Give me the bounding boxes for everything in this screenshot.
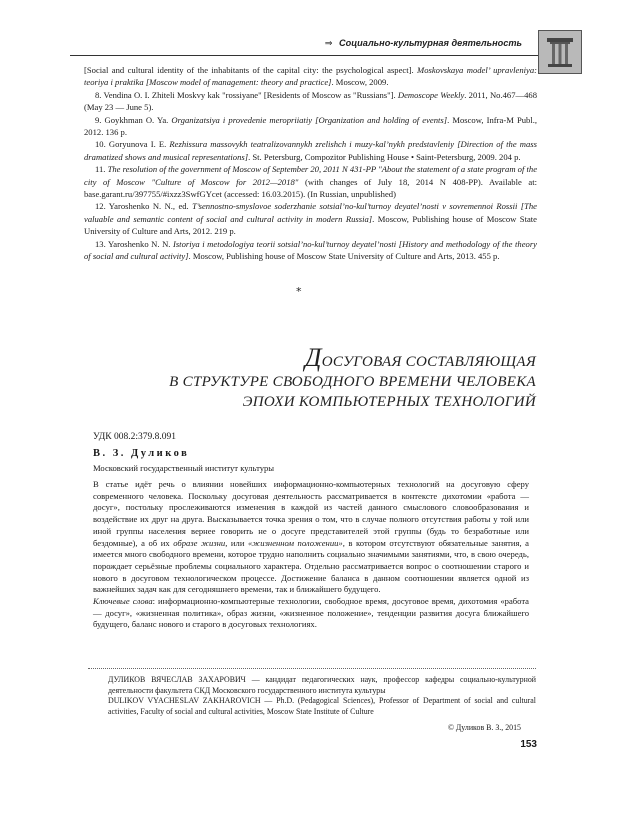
abstract-text xyxy=(93,479,529,596)
reference-item xyxy=(84,64,537,89)
reference-text-segment: Organizatsiya i provedenie meropriiatiy [Organization and holding of events] xyxy=(171,114,448,125)
abstract-text-segment: , в котором отсутствуют обязательные занятия, а имеется много свободного времени, которое трудно наполнить социально значимыми занятиями, что, в свою очередь, порождает серьёзные проблемы социального характера. Отдельно рассматривается вопрос о соотношении старого и нового в досуговом технологическом процессе. Достижение баланса в данном соотношении является одной из важнейших задач как для сегодняшнего времени, так и ближайшего будущего. xyxy=(93,537,530,595)
abstract-text-segment: , или xyxy=(225,537,248,548)
column-icon xyxy=(539,31,581,73)
reference-text-segment: 9. Goykhman O. Ya. xyxy=(95,114,172,125)
reference-text-segment: 11. xyxy=(95,164,108,175)
section-separator: * xyxy=(296,285,302,298)
reference-item xyxy=(84,114,537,139)
reference-text-segment: . Moscow, Publishing house of Moscow State University of Culture and Arts, 2013. 455 p. xyxy=(188,251,500,262)
bio-russian: ДУЛИКОВ ВЯЧЕСЛАВ ЗАХАРОВИЧ — кандидат педагогических наук, профессор кафедры социально-культурной деятельности факультета СКД Московского государственного института культуры xyxy=(108,675,536,695)
abstract-block xyxy=(93,479,529,631)
copyright-notice: © Дуликов В. З., 2015 xyxy=(447,723,521,732)
reference-text-segment: Moskovskaya model’ upravleniya: teoriya i praktika [Moscow model of management: theory and practice] xyxy=(84,65,537,88)
reference-text-segment: T’sennostno-smyslovoe soderzhanie sotsial’no-kul’turnoy deyatel’nosti v sovremennoi Rossii [The valuable and semantic content of social and cultural activity in modern Russia] xyxy=(84,201,537,224)
reference-text-segment: . Moscow, 2009. xyxy=(331,77,389,88)
running-header xyxy=(290,38,522,52)
reference-item xyxy=(84,163,537,200)
title-dropcap: Д xyxy=(304,343,322,372)
header-rule xyxy=(70,55,538,56)
section-title: Социально-культурная деятельность xyxy=(338,38,522,48)
reference-text-segment: Istoriya i metodologiya teorii sotsial’no-kul’turnoy deyatel’nosti [History and methodology of the theory of social and cultural activity] xyxy=(84,238,537,262)
author-affiliation: Московский государственный институт культуры xyxy=(93,463,275,473)
author-bio xyxy=(108,675,536,717)
title-line-2: В СТРУКТУРЕ СВОБОДНОГО ВРЕМЕНИ ЧЕЛОВЕКА xyxy=(169,374,536,390)
reference-text-segment: 13. Yaroshenko N. N. xyxy=(95,238,173,249)
reference-text-segment: 10. Goryunova I. E. xyxy=(95,139,170,150)
reference-text-segment: . Moscow, Infra-M Publ., 2012. 136 p. xyxy=(84,114,537,138)
udc-code: УДК 008.2:379.8.091 xyxy=(93,432,176,442)
dotted-divider xyxy=(88,668,536,669)
title-line-1 xyxy=(150,343,536,372)
author-name: В. З. Дуликов xyxy=(93,448,190,459)
reference-text-segment: Rezhissura massovykh teatralizovannykh zrelishch i muzy-kal’nykh predstavleniy [Direction of the mass dramatized shows and musical representations] xyxy=(84,139,537,162)
reference-text-segment: [Social and cultural identity of the inhabitants of the capital city: the psychological aspect]. xyxy=(84,65,418,75)
reference-text-segment: . Moscow, Publishing house of Moscow State University of Culture and Arts, 2012. 219 p. xyxy=(84,213,537,237)
keywords-label: Ключевые слова xyxy=(93,596,153,607)
reference-item xyxy=(84,138,537,163)
column-logo-icon xyxy=(538,30,582,74)
reference-text-segment: 12. Yaroshenko N. N., ed. xyxy=(95,201,193,212)
article-title xyxy=(150,343,536,412)
page-number: 153 xyxy=(520,739,537,750)
title-line-1-text: ОСУГОВАЯ СОСТАВЛЯЮЩАЯ xyxy=(321,354,536,370)
bio-english: DULIKOV VYACHESLAV ZAKHAROVICH — Ph.D. (Pedagogical Sciences), Professor of Department of social and cultural activities, Faculty of social and cultural activities, Moscow State Institute of Culture xyxy=(108,696,536,716)
abstract-text-segment: образе жизни xyxy=(173,537,226,548)
reference-text-segment: (with changes of July 18, 2014 N 408-PP). Available at: base.garant.ru/397755/#ixzz3SwfGYcet (accessed: 16.03.2015). (In Russian, unpublished) xyxy=(84,176,537,200)
reference-text-segment: . St. Petersburg, Compozitor Publishing House • Saint-Petersburg, 2009. 204 p. xyxy=(248,151,521,162)
reference-text-segment: 8. Vendina O. I. Zhiteli Moskvy kak "rossiyane" [Residents of Moscow as "Russians"]. xyxy=(95,89,398,100)
reference-item xyxy=(84,200,537,237)
title-line-3: ЭПОХИ КОМПЬЮТЕРНЫХ ТЕХНОЛОГИЙ xyxy=(242,394,536,410)
reference-text-segment: The resolution of the government of Moscow of September 20, 2011 N 431-PP "About the statement of a state program of the city of Moscow "Culture of Moscow for 2012—2018" xyxy=(84,164,538,187)
reference-item xyxy=(84,89,537,114)
reference-text-segment: . 2011, No.467—468 (May 23 — June 5). xyxy=(84,89,537,113)
keywords xyxy=(93,596,529,631)
keywords-text: : информационно-компьютерные технологии, свободное время, досуговое время, дихотомия «работа — досуг», «жизненная политика», образ жизни, «жизненное положение», тенденции развития досуга ближайшего будущего, баланс нового и старого в досуговых технологиях. xyxy=(93,596,529,630)
reference-list xyxy=(84,64,537,263)
abstract-text-segment: «жизненном положении» xyxy=(247,537,343,548)
abstract-text-segment: В статье идёт речь о влиянии новейших информационно-компьютерных технологий на досуговую сферу современного человека. Поскольку досуговая деятельность рассматривается в контексте дихотомии «работа — досуг», постольку прослеживаются изменения в каждой из частей данного смыслового словообразования и воздействие их друг на друга. Высказывается точка зрения о том, что в случае полного отсутствия работы у той или иной группы населения вернее говорить не о досуге представителей этой группы (будь то безработные или бездомные), а об их xyxy=(93,479,529,548)
reference-item xyxy=(84,238,537,263)
reference-text-segment: Demoscope Weekly xyxy=(397,89,465,100)
arrow-icon: ⇒ xyxy=(324,38,333,48)
